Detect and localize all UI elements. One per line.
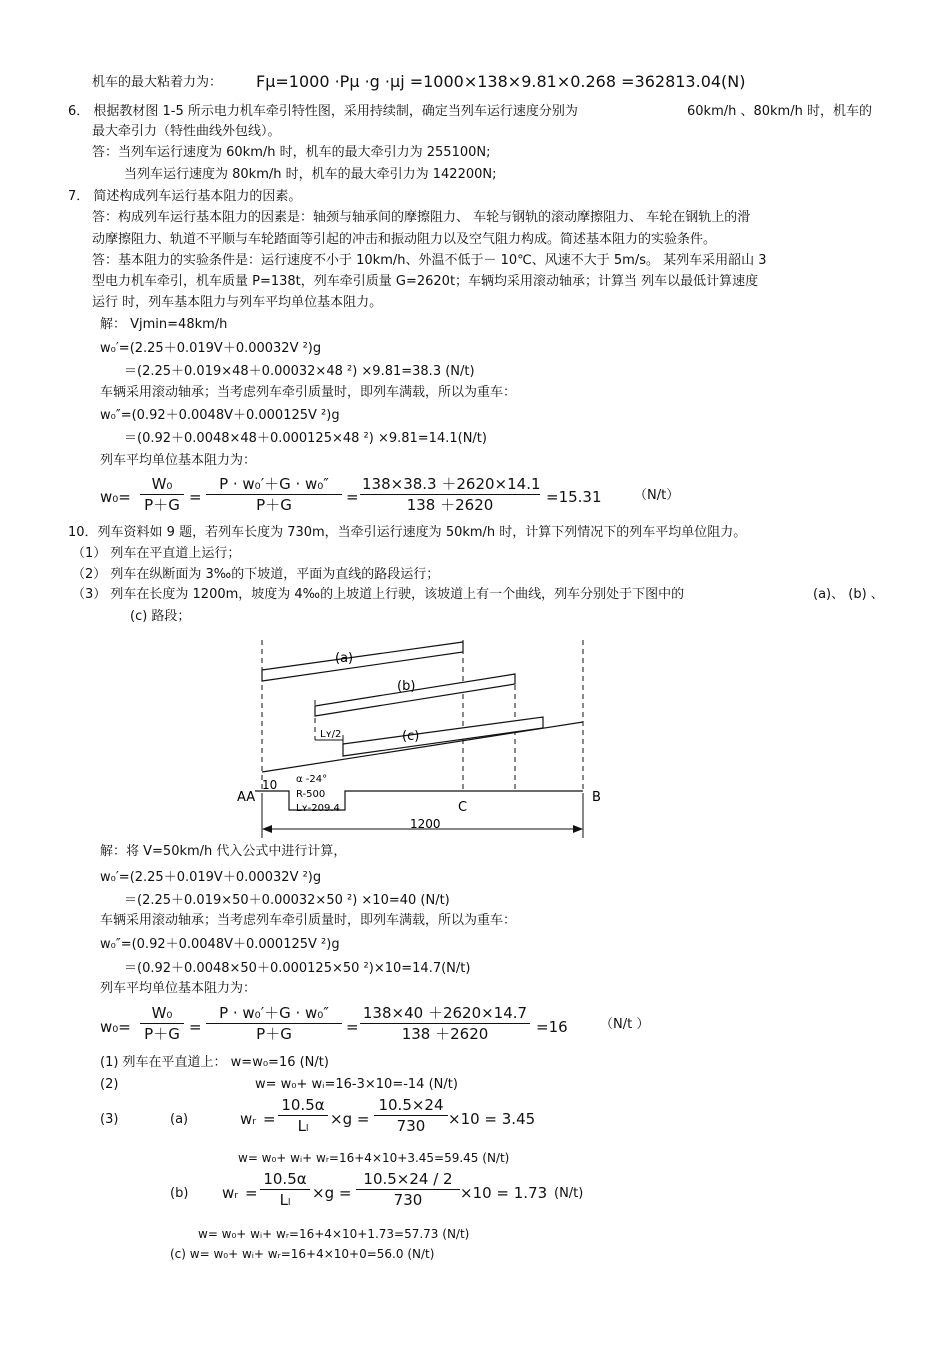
label-b: (b) bbox=[397, 679, 416, 694]
label-ly2: Lʏ/2 bbox=[320, 729, 342, 740]
formula-a-result: ×10 = 3.45 bbox=[448, 1110, 536, 1128]
formula-a-eq0: = bbox=[263, 1110, 276, 1128]
formula-a-num2: 10.5×24 bbox=[378, 1096, 444, 1114]
question-10-item1: （1） 列车在平直道上运行； bbox=[72, 546, 241, 561]
formula10-eq2: = bbox=[346, 1018, 359, 1036]
formula9-result: =15.31 bbox=[546, 488, 602, 506]
question-6-cont2: 最大牵引力（特性曲线外包线）。 bbox=[92, 124, 281, 139]
solution-9-avg-label: 列车平均单位基本阻力为： bbox=[100, 453, 257, 468]
answer-7-line5: 运行 时，列车基本阻力与列车平均单位基本阻力。 bbox=[92, 295, 383, 310]
formula9-lhs: w₀= bbox=[100, 488, 131, 506]
formula-b-mid: ×g = bbox=[312, 1184, 352, 1202]
solution-10-formula2: w₀″=(0.92＋0.0048V＋0.000125V ²)g bbox=[100, 937, 340, 952]
label-point-c: C bbox=[458, 800, 468, 815]
result-2: w= w₀+ wᵢ=16-3×10=-14 (N/t) bbox=[255, 1077, 458, 1092]
formula-a-den2: 730 bbox=[396, 1117, 426, 1135]
solution-10-line1: 解：将 V=50km/h 代入公式中进行计算， bbox=[100, 844, 347, 859]
solution-10-avg-label: 列车平均单位基本阻力为： bbox=[100, 981, 257, 996]
solution-9-line1: 解： Vjmin=48km/h bbox=[100, 317, 228, 332]
formula-b-num1: 10.5α bbox=[263, 1170, 307, 1188]
label-radius: R-500 bbox=[296, 789, 326, 800]
result-3b-label: (b) bbox=[170, 1186, 189, 1201]
formula9-unit: （N/t） bbox=[634, 488, 680, 503]
formula-b-frac1 bbox=[260, 1172, 310, 1208]
formula10-den1: P＋G bbox=[144, 1025, 180, 1043]
question-10-item3-cont2: (c) 路段； bbox=[130, 609, 191, 624]
formula10-num3: 138×40 ＋2620×14.7 bbox=[362, 1004, 528, 1022]
result-3a-label: (a) bbox=[170, 1112, 189, 1127]
formula10-num1: W₀ bbox=[151, 1004, 173, 1022]
label-alpha: α -24° bbox=[296, 774, 328, 785]
label-c: (c) bbox=[402, 729, 420, 744]
formula-b-result: ×10 = 1.73 bbox=[460, 1184, 548, 1202]
formula10-den2: P＋G bbox=[256, 1025, 292, 1043]
formula-b-num2: 10.5×24 / 2 bbox=[363, 1170, 453, 1188]
formula9-den2: P＋G bbox=[256, 496, 292, 514]
formula-b-eq0: = bbox=[245, 1184, 258, 1202]
formula-b-den2: 730 bbox=[393, 1191, 423, 1209]
question-10-item2: （2） 列车在纵断面为 3‰的下坡道，平面为直线的路段运行； bbox=[72, 567, 440, 582]
solution-9-note: 车辆采用滚动轴承；当考虑列车牵引质量时，即列车满载，所以为重车： bbox=[100, 385, 517, 400]
formula-b-frac2 bbox=[356, 1172, 460, 1208]
train-a bbox=[262, 642, 463, 681]
formula9-den3: 138 ＋2620 bbox=[406, 496, 494, 514]
solution-10-note: 车辆采用滚动轴承；当考虑列车牵引质量时，即列车满载，所以为重车： bbox=[100, 913, 517, 928]
answer-7-line3: 答：基本阻力的实验条件是：运行速度不小于 10km/h、外温不低于－ 10℃、风速不大于 5m/s。 某列车采用韶山 3 bbox=[92, 253, 767, 268]
formula-a-lhs: wᵣ bbox=[240, 1110, 257, 1128]
formula10-frac3 bbox=[360, 1006, 530, 1042]
answer-6-line2: 当列车运行速度为 80km/h 时，机车的最大牵引力为 142200N; bbox=[124, 167, 497, 182]
formula-a-frac2 bbox=[374, 1098, 448, 1134]
formula9-num3: 138×38.3 ＋2620×14.1 bbox=[362, 475, 541, 493]
question-10-item3: （3） 列车在长度为 1200m，坡度为 4‰的上坡道上行驶，该坡道上有一个曲线，列车分别处于下图中的 bbox=[72, 587, 685, 602]
result-2-label: (2) bbox=[100, 1077, 119, 1092]
solution-9-calc2: ＝(0.92＋0.0048×48＋0.000125×48 ²) ×9.81=14.1(N/t) bbox=[124, 431, 487, 446]
answer-6-line1: 答：当列车运行速度为 60km/h 时，机车的最大牵引力为 255100N; bbox=[92, 145, 491, 160]
question-10: 10．列车资料如 9 题，若列车长度为 730m，当牵引运行速度为 50km/h 时，计算下列情况下的列车平均单位阻力。 bbox=[68, 525, 747, 540]
formula9-eq2: = bbox=[346, 488, 359, 506]
result-3b: w= w₀+ wᵢ+ wᵣ=16+4×10+1.73=57.73 (N/t) bbox=[198, 1227, 470, 1241]
formula10-eq1: = bbox=[189, 1018, 202, 1036]
formula9-den1: P＋G bbox=[144, 496, 180, 514]
formula-a-den1: Lₗ bbox=[297, 1117, 309, 1135]
formula10-frac2 bbox=[206, 1006, 342, 1042]
formula-b-unit: (N/t) bbox=[554, 1186, 584, 1201]
formula10-den3: 138 ＋2620 bbox=[401, 1025, 489, 1043]
question-7: 7． 简述构成列车运行基本阻力的因素。 bbox=[68, 189, 302, 204]
formula-adhesion: Fμ=1000 ·Pμ ·g ·μj =1000×138×9.81×0.268 =362813.04(N) bbox=[256, 72, 746, 91]
solution-10-calc2: ＝(0.92＋0.0048×50＋0.000125×50 ²)×10=14.7(N/t) bbox=[124, 961, 471, 976]
formula10-num2: P · w₀′＋G · w₀″ bbox=[219, 1004, 329, 1022]
solution-10-calc1: ＝(2.25＋0.019×50＋0.00032×50 ²) ×10=40 (N/t) bbox=[124, 893, 450, 908]
formula9-num2: P · w₀′＋G · w₀″ bbox=[219, 475, 329, 493]
result-3a: w= w₀+ wᵢ+ wᵣ=16+4×10+3.45=59.45 (N/t) bbox=[238, 1151, 510, 1165]
solution-9-formula1: w₀′=(2.25＋0.019V＋0.00032V ²)g bbox=[100, 341, 322, 356]
label-point-a: AA bbox=[237, 790, 256, 805]
result-3-label: (3) bbox=[100, 1112, 119, 1127]
formula-a-mid: ×g = bbox=[330, 1110, 370, 1128]
formula9-eq1: = bbox=[189, 488, 202, 506]
solution-9-calc1: ＝(2.25＋0.019×48＋0.00032×48 ²) ×9.81=38.3 (N/t) bbox=[124, 364, 475, 379]
formula10-unit: （N/t ） bbox=[600, 1017, 650, 1032]
formula-b-den1: Lₗ bbox=[279, 1191, 291, 1209]
solution-10-formula1: w₀′=(2.25＋0.019V＋0.00032V ²)g bbox=[100, 870, 322, 885]
label-length: 1200 bbox=[410, 817, 441, 831]
formula10-frac1 bbox=[140, 1006, 184, 1042]
result-3c: (c) w= w₀+ wᵢ+ wᵣ=16+4×10+0=56.0 (N/t) bbox=[170, 1247, 435, 1261]
question-6: 6． 根据教材图 1-5 所示电力机车牵引特性图，采用持续制，确定当列车运行速度分别为 bbox=[68, 104, 578, 119]
formula9-num1: W₀ bbox=[151, 475, 173, 493]
answer-7-line4: 型电力机车牵引，机车质量 P=138t，列车牵引质量 G=2620t；车辆均采用滚动轴承；计算当 列车以最低计算速度 bbox=[92, 274, 759, 289]
result-1: (1) 列车在平直道上： w=w₀=16 (N/t) bbox=[100, 1055, 329, 1070]
label-point-b: B bbox=[592, 790, 601, 805]
formula10-lhs: w₀= bbox=[100, 1018, 131, 1036]
formula-b-lhs: wᵣ bbox=[222, 1184, 239, 1202]
formula10-result: =16 bbox=[536, 1018, 568, 1036]
formula-a-frac1 bbox=[278, 1098, 328, 1134]
label-10: 10 bbox=[262, 778, 278, 792]
question-6-cont: 60km/h 、80km/h 时，机车的 bbox=[687, 104, 872, 119]
label-ly: Lʏ-209.4 bbox=[296, 803, 340, 814]
answer-7-line1: 答：构成列车运行基本阻力的因素是：轴颈与轴承间的摩擦阻力、 车轮与钢轨的滚动摩擦阻力、 车轮在钢轨上的滑 bbox=[92, 210, 751, 225]
formula-a-num1: 10.5α bbox=[281, 1096, 325, 1114]
text-line: 机车的最大粘着力为： bbox=[92, 75, 223, 90]
answer-7-line2: 动摩擦阻力、轨道不平顺与车轮踏面等引起的冲击和振动阻力以及空气阻力构成。简述基本阻力的实验条件。 bbox=[92, 232, 717, 247]
question-10-item3-cont: (a)、 (b) 、 bbox=[813, 587, 884, 602]
train-c bbox=[343, 717, 543, 756]
label-a: (a) bbox=[335, 651, 354, 666]
solution-9-formula2: w₀″=(0.92＋0.0048V＋0.000125V ²)g bbox=[100, 408, 340, 423]
